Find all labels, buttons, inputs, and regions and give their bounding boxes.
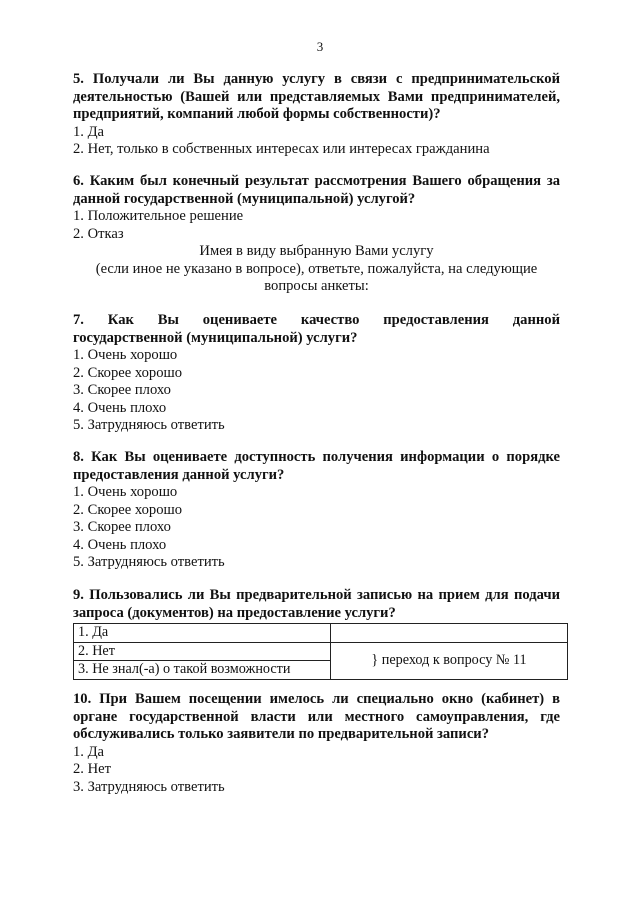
instruction-note [73,243,560,296]
question-7-answer-3: 3. Скорее плохо [73,382,171,398]
question-10-answer-3: 3. Затрудняюсь ответить [73,778,225,795]
question-10-answer-2: 2. Нет [73,761,111,777]
question-6-title: 6. Каким был конечный результат рассмотрения Вашего обращения за данной государственной (муниципальной) услугой? [73,173,560,207]
instruction-note-line-1: Имея в виду выбранную Вами услугу [199,243,434,259]
question-7-answer-1: 1. Очень хорошо [73,347,178,363]
question-9-options-table [73,623,568,680]
question-8-title: 8. Как Вы оцениваете доступность получения информации о порядке предоставления данной услуги? [73,449,560,483]
instruction-note-line-3: вопросы анкеты: [264,278,369,294]
question-6-answer-2: 2. Отказ [73,225,124,242]
question-8 [73,449,560,572]
question-9-option-3: 3. Не знал(-а) о такой возможности [74,661,331,680]
question-7 [73,312,560,435]
question-5-title: 5. Получали ли Вы данную услугу в связи с предпринимательской деятельностью (Вашей или представляемых Вами предпринимателей, предприятий, компаний любой формы собственности)? [73,71,560,122]
question-9 [73,587,568,680]
question-7-title-line-1: 7. Как Вы оцениваете качество предоставления данной [73,312,560,328]
question-7-answer-4: 4. Очень плохо [73,399,167,416]
question-8-answer-3: 3. Скорее плохо [73,519,171,535]
question-9-option-2: 2. Нет [74,642,331,661]
table-row [74,642,568,661]
question-9-option-1: 1. Да [74,624,331,643]
question-8-answer-5: 5. Затрудняюсь ответить [73,554,225,570]
question-8-answer-2: 2. Скорее хорошо [73,501,183,518]
question-6 [73,173,560,243]
question-9-title: 9. Пользовались ли Вы предварительной записью на прием для подачи запроса (документов) на предоставление услуги? [73,587,560,621]
table-row [74,624,568,643]
question-9-empty-cell [331,624,568,643]
question-5-answer-2: 2. Нет, только в собственных интересах или интересах гражданина [73,141,490,157]
question-10-title: 10. При Вашем посещении имелось ли специально окно (кабинет) в органе государственной власти или местного самоуправления, где обслуживались только заявители по предварительной записи? [73,691,560,742]
question-5 [73,71,560,159]
question-10 [73,691,560,796]
page-number: 3 [316,39,324,54]
question-7-title-line-2: государственной (муниципальной) услуги? [73,329,358,346]
question-8-answer-4: 4. Очень плохо [73,536,167,553]
question-6-answer-1: 1. Положительное решение [73,208,244,224]
question-7-answer-2: 2. Скорее хорошо [73,364,183,381]
instruction-note-line-2: (если иное не указано в вопросе), ответьте, пожалуйста, на следующие [95,260,538,277]
question-9-jump-note: } переход к вопросу № 11 [331,642,568,679]
question-7-answer-5: 5. Затрудняюсь ответить [73,417,225,433]
question-5-answer-1: 1. Да [73,123,105,140]
question-10-answer-1: 1. Да [73,743,105,760]
question-8-answer-1: 1. Очень хорошо [73,484,178,500]
